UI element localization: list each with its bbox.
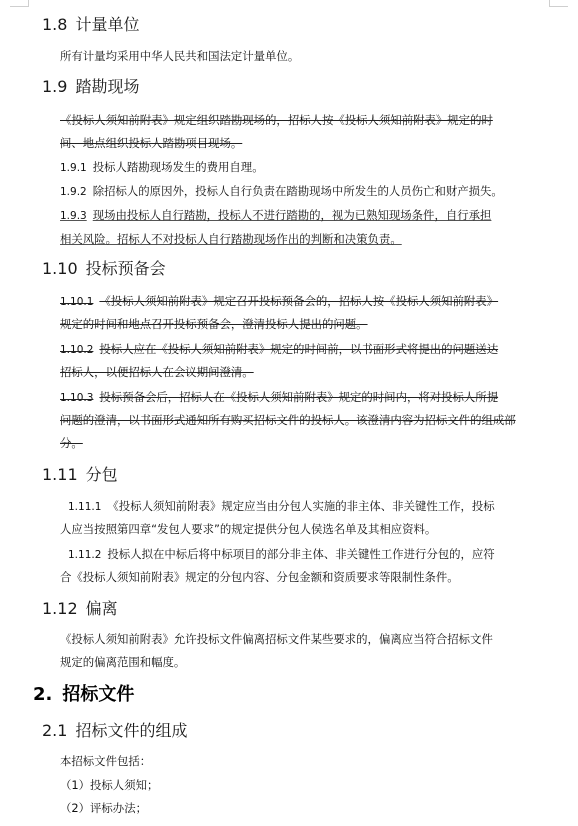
heading-1-10 — [42, 256, 166, 279]
paragraph-1-8: 所有计量均采用中华人民共和国法定计量单位。 — [60, 49, 300, 63]
item-1-10-2-line2: 招标人，以便招标人在会议期间澄清。 — [60, 365, 254, 379]
heading-number: 2.1 — [42, 721, 68, 740]
heading-title: 分包 — [85, 465, 118, 484]
item-1-11-2-line2: 合《投标人须知前附表》规定的分包内容、分包金额和资质要求等限制性条件。 — [60, 570, 459, 584]
page-corner-mark-left — [10, 0, 29, 7]
item-1-9-3-line1 — [60, 204, 491, 228]
item-1-10-3-line1 — [60, 386, 498, 410]
paragraph-1-12-line2: 规定的偏离范围和幅度。 — [60, 655, 186, 669]
heading-title: 踏勘现场 — [75, 77, 140, 96]
item-text: 《投标人须知前附表》规定召开投标预备会的，招标人按《投标人须知前附表》 — [99, 294, 499, 308]
heading-number: 1.12 — [42, 599, 78, 618]
paragraph-2-1: 本招标文件包括： — [60, 754, 152, 768]
page-corner-mark-right — [549, 0, 568, 7]
item-text: 投标人拟在中标后将中标项目的部分非主体、非关键性工作进行分包的，应符 — [107, 547, 495, 561]
item-1-10-3-line2: 问题的澄清，以书面形式通知所有购买招标文件的投标人。该澄清内容为招标文件的组成部 — [60, 413, 516, 427]
item-1-10-3-line3: 分。 — [60, 436, 83, 450]
heading-number: 1.9 — [42, 77, 68, 96]
heading-1-8 — [42, 12, 139, 35]
item-1-9-2 — [60, 180, 503, 204]
heading-number: 1.11 — [42, 465, 78, 484]
heading-1-12 — [42, 596, 118, 619]
item-1-11-2-line1 — [68, 543, 495, 567]
item-text: 除招标人的原因外，投标人自行负责在踏勘现场中所发生的人员伤亡和财产损失。 — [92, 184, 503, 198]
heading-title: 招标文件的组成 — [75, 721, 188, 740]
item-number: 1.9.1 — [60, 162, 87, 174]
item-number: 1.9.3 — [60, 210, 87, 222]
heading-title: 投标预备会 — [85, 259, 166, 278]
item-1-11-1-line2: 人应当按照第四章“发包人要求”的规定提供分包人侯选名单及其相应资料。 — [60, 522, 437, 536]
list-item-1: （1）投标人须知； — [60, 778, 159, 792]
paragraph-1-12-line1: 《投标人须知前附表》允许投标文件偏离招标文件某些要求的，偏离应当符合招标文件 — [60, 632, 493, 646]
heading-2-1 — [42, 718, 187, 741]
item-1-10-1-line2: 规定的时间和地点召开投标预备会，澄清投标人提出的问题。 — [60, 317, 368, 331]
item-number: 1.10.3 — [60, 392, 94, 404]
heading-number: 1.8 — [42, 15, 68, 34]
item-text: 投标人踏勘现场发生的费用自理。 — [92, 160, 264, 174]
item-1-10-1-line1 — [60, 290, 498, 314]
item-text: 《投标人须知前附表》规定应当由分包人实施的非主体、非关键性工作，投标 — [107, 499, 495, 513]
heading-title: 招标文件 — [62, 684, 135, 705]
item-1-11-1-line1 — [68, 495, 495, 519]
paragraph-1-9-intro-line1: 《投标人须知前附表》规定组织踏勘现场的，招标人按《投标人须知前附表》规定的时 — [60, 113, 493, 127]
heading-2 — [33, 680, 134, 706]
item-text: 现场由投标人自行踏勘，投标人不进行踏勘的，视为已熟知现场条件，自行承担 — [92, 208, 492, 222]
item-1-9-3-line2: 相关风险。招标人不对投标人自行踏勘现场作出的判断和决策负责。 — [60, 232, 402, 246]
heading-number: 2. — [33, 684, 53, 705]
item-number: 1.10.1 — [60, 296, 94, 308]
item-number: 1.11.2 — [68, 549, 102, 561]
paragraph-1-9-intro-line2: 间、地点组织投标人踏勘项目现场。 — [60, 136, 243, 150]
item-number: 1.11.1 — [68, 501, 102, 513]
item-text: 投标人应在《投标人须知前附表》规定的时间前，以书面形式将提出的问题送达 — [99, 342, 499, 356]
item-1-9-1 — [60, 156, 264, 180]
heading-title: 偏离 — [85, 599, 118, 618]
heading-number: 1.10 — [42, 259, 78, 278]
list-item-2: （2）评标办法； — [60, 801, 147, 815]
item-number: 1.9.2 — [60, 186, 87, 198]
heading-1-9 — [42, 74, 139, 97]
heading-title: 计量单位 — [75, 15, 140, 34]
heading-1-11 — [42, 462, 118, 485]
item-1-10-2-line1 — [60, 338, 498, 362]
item-text: 投标预备会后，招标人在《投标人须知前附表》规定的时间内，将对投标人所提 — [99, 390, 499, 404]
item-number: 1.10.2 — [60, 344, 94, 356]
